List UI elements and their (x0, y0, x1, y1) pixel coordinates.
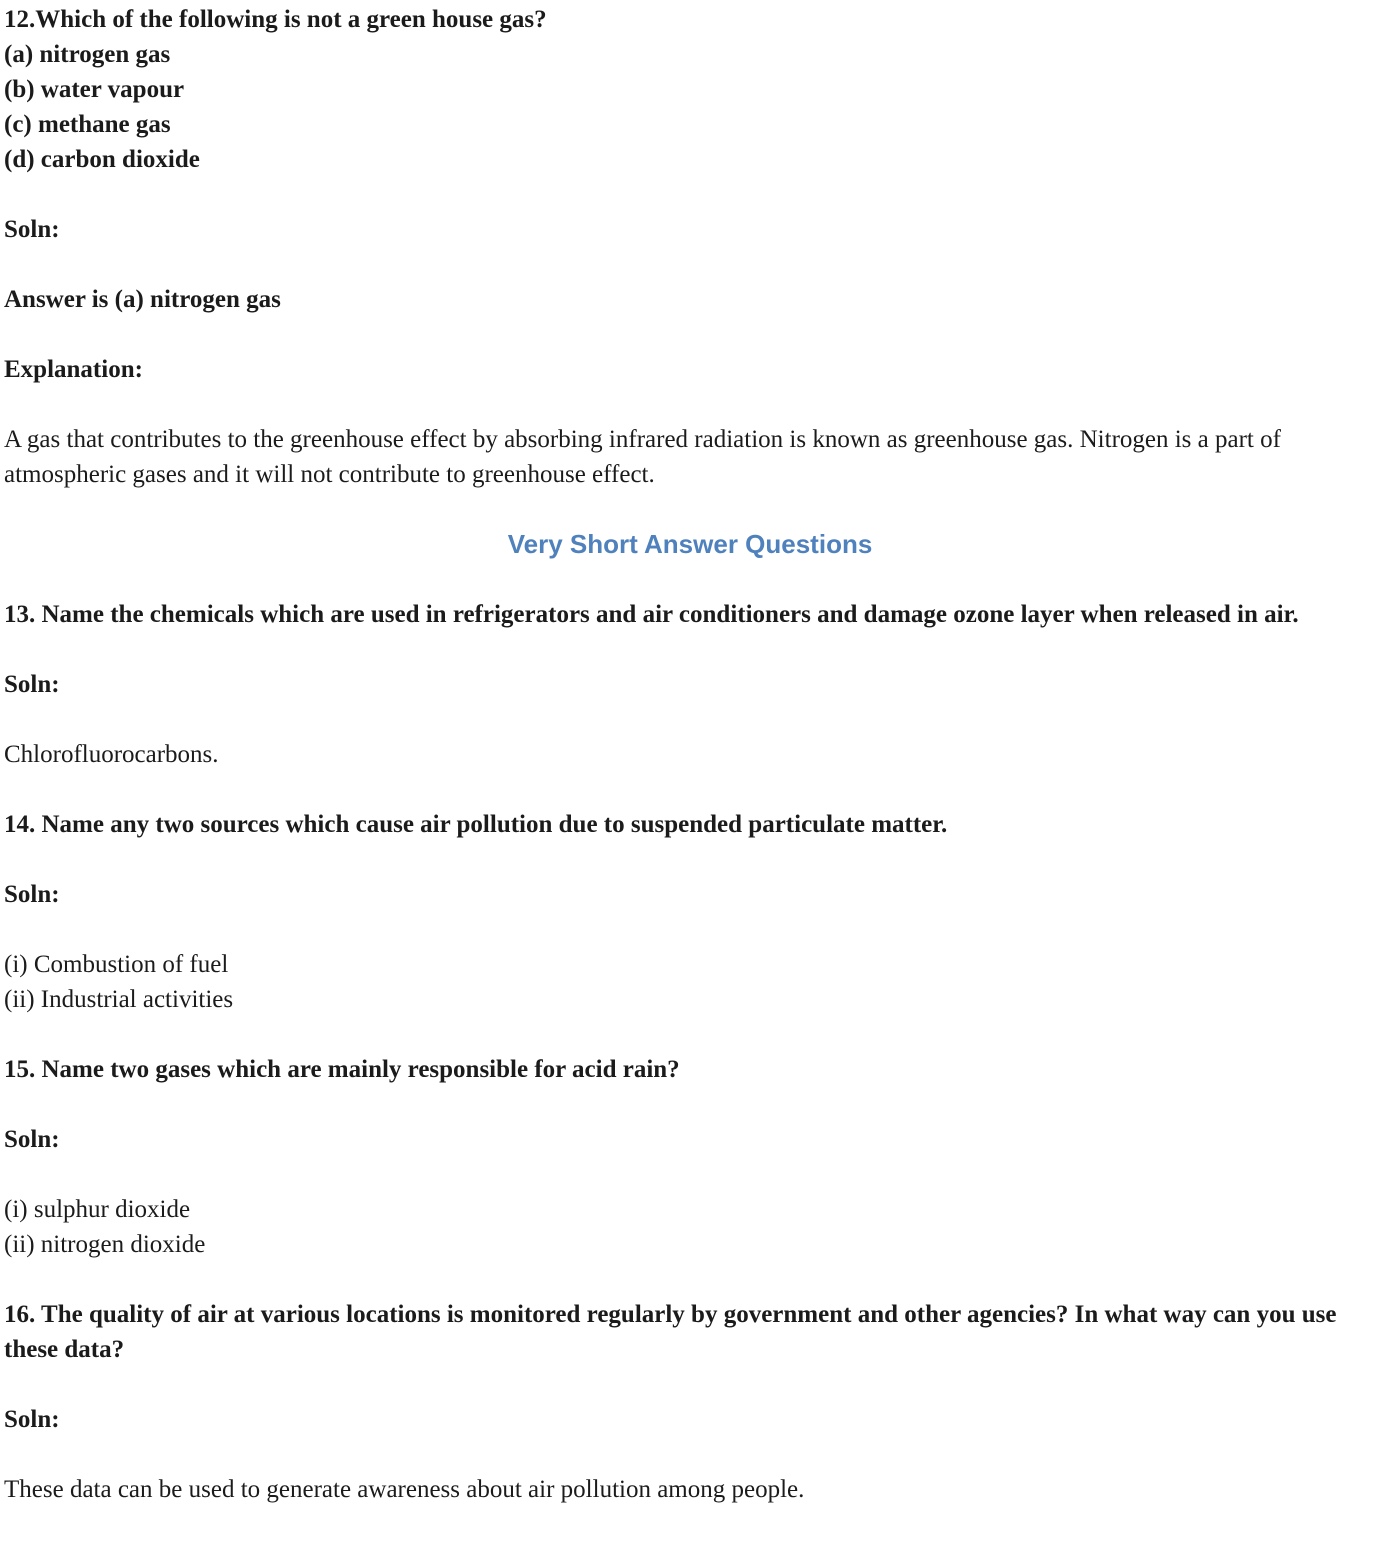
question-12-explanation: A gas that contributes to the greenhouse effect by absorbing infrared radiation is known as greenhouse gas. Nitrogen is a part of atmospheric gases and it will not contribute to greenhouse effect. (4, 426, 1281, 488)
question-12-block (4, 2, 1376, 177)
question-15-text: 15. Name two gases which are mainly responsible for acid rain? (4, 1056, 680, 1083)
question-14-answer-1: (i) Combustion of fuel (4, 951, 229, 978)
question-13-soln-label: Soln: (4, 671, 60, 698)
question-12-text: 12.Which of the following is not a green house gas? (4, 6, 547, 33)
question-15-answers (4, 1192, 1376, 1262)
question-14-text: 14. Name any two sources which cause air pollution due to suspended particulate matter. (4, 811, 948, 838)
question-16-answer: These data can be used to generate awareness about air pollution among people. (4, 1476, 805, 1503)
question-15-answer-1: (i) sulphur dioxide (4, 1196, 191, 1223)
question-12-explanation-label: Explanation: (4, 356, 143, 383)
question-12-option-b: (b) water vapour (4, 76, 185, 103)
document-page (4, 2, 1376, 1507)
question-12-option-c: (c) methane gas (4, 111, 171, 138)
question-12-answer: Answer is (a) nitrogen gas (4, 286, 281, 313)
question-13-answer: Chlorofluorocarbons. (4, 741, 219, 768)
question-12-option-a: (a) nitrogen gas (4, 41, 171, 68)
question-14-soln-label: Soln: (4, 881, 60, 908)
question-13-text: 13. Name the chemicals which are used in refrigerators and air conditioners and damage ozone layer when released in air. (4, 601, 1299, 628)
question-14-answers (4, 947, 1376, 1017)
question-12-soln-label: Soln: (4, 216, 60, 243)
question-12-option-d: (d) carbon dioxide (4, 146, 200, 173)
section-heading: Very Short Answer Questions (507, 529, 873, 559)
question-16-text: 16. The quality of air at various locations is monitored regularly by government and other agencies? In what way can you use these data? (4, 1301, 1337, 1363)
question-14-answer-2: (ii) Industrial activities (4, 986, 234, 1013)
question-16-soln-label: Soln: (4, 1406, 60, 1433)
question-15-answer-2: (ii) nitrogen dioxide (4, 1231, 206, 1258)
question-15-soln-label: Soln: (4, 1126, 60, 1153)
